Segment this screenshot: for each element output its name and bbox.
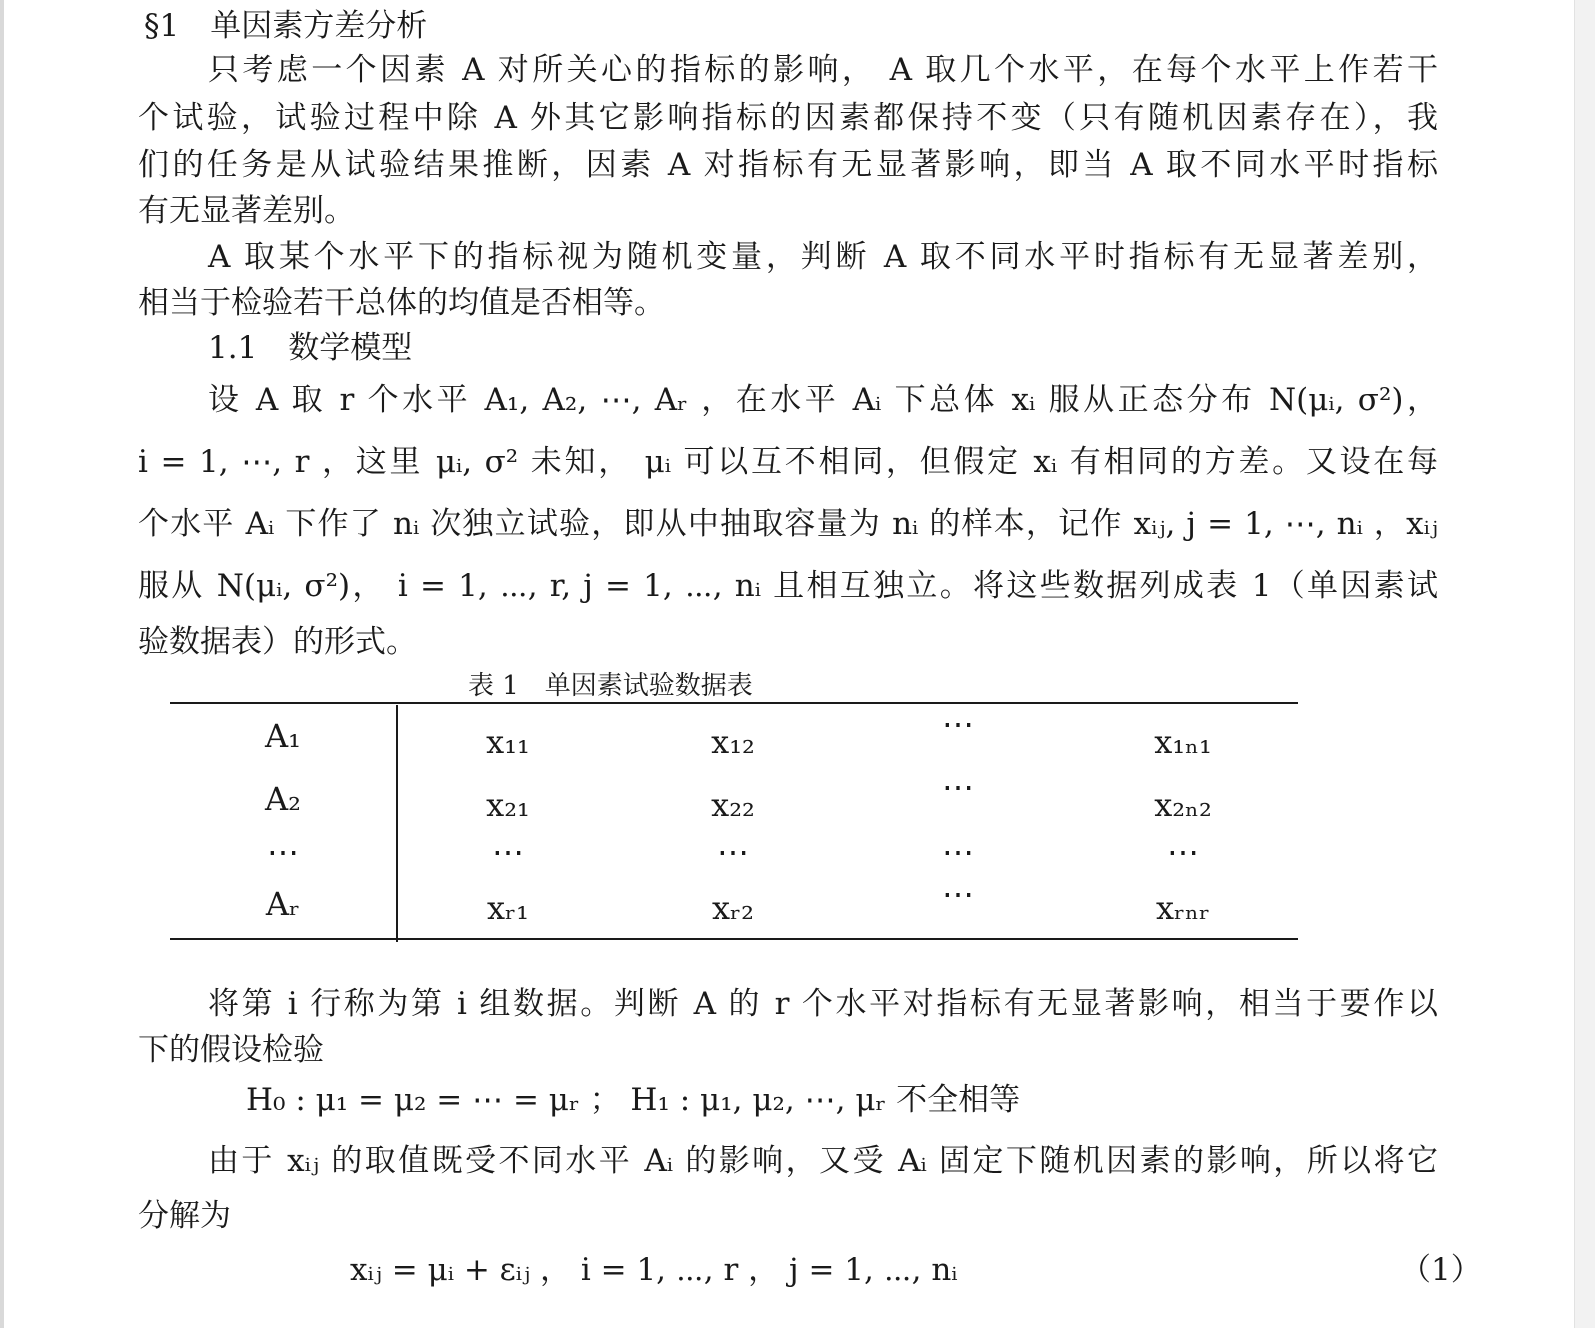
para3-line4: 服从 N(μᵢ, σ²)， i = 1, ⋯, r, j = 1, ⋯, nᵢ 且相互独立。将这些数据列成表 1（单因素试 — [138, 568, 1438, 604]
table-cell: x₂₁ — [486, 786, 530, 824]
table-cell: ⋯ — [942, 705, 974, 743]
para5-line2: 分解为 — [138, 1198, 231, 1234]
table-cell: xᵣₙᵣ — [1155, 889, 1211, 927]
para2-line1: A 取某个水平下的指标视为随机变量，判断 A 取不同水平时指标有无显著差别， — [208, 239, 1438, 275]
equation-number: （1） — [1400, 1252, 1482, 1288]
para3-line3: 个水平 Aᵢ 下作了 nᵢ 次独立试验，即从中抽取容量为 nᵢ 的样本，记作 xᵢⱼ, j = 1, ⋯, nᵢ ，xᵢⱼ — [138, 506, 1438, 542]
section-heading: §1 单因素方差分析 — [144, 8, 428, 44]
table-bottom-rule — [170, 938, 1298, 940]
table-cell: x₁₂ — [711, 723, 755, 761]
table-cell: ⋯ — [942, 875, 974, 913]
para1-line3: 们的任务是从试验结果推断，因素 A 对指标有无显著影响，即当 A 取不同水平时指标 — [138, 147, 1438, 183]
table-caption: 表 1 单因素试验数据表 — [468, 671, 753, 701]
table-cell: A₂ — [265, 780, 301, 818]
para1-line1: 只考虑一个因素 A 对所关心的指标的影响， A 取几个水平，在每个水平上作若干 — [208, 52, 1438, 88]
para2-line2: 相当于检验若干总体的均值是否相等。 — [138, 285, 665, 321]
table-top-rule — [170, 702, 1298, 704]
table-cell: x₁₁ — [486, 723, 530, 761]
table-cell: x₁ₙ₁ — [1154, 723, 1212, 761]
hypothesis: H₀ : μ₁ = μ₂ = ⋯ = μᵣ ； H₁ : μ₁, μ₂, ⋯, μᵣ 不全相等 — [246, 1082, 1021, 1118]
para1-line2: 个试验，试验过程中除 A 外其它影响指标的因素都保持不变（只有随机因素存在），我 — [138, 100, 1438, 136]
table-cell: x₂₂ — [711, 786, 755, 824]
table-cell: ⋯ — [717, 833, 749, 871]
para4-line2: 下的假设检验 — [138, 1032, 324, 1068]
para3-line5: 验数据表）的形式。 — [138, 624, 417, 660]
para3-line2: i = 1, ⋯, r ，这里 μᵢ, σ² 未知， μᵢ 可以互不相同，但假定 xᵢ 有相同的方差。又设在每 — [138, 444, 1439, 480]
table-cell: ⋯ — [492, 833, 524, 871]
para1-line4: 有无显著差别。 — [138, 193, 355, 229]
subsection-heading: 1.1 数学模型 — [208, 330, 413, 366]
page-right-edge — [1574, 0, 1595, 1328]
table-cell: A₁ — [265, 717, 301, 755]
table-cell: ⋯ — [267, 833, 299, 871]
equation: xᵢⱼ = μᵢ + εᵢⱼ ， i = 1, ⋯, r ， j = 1, ⋯, nᵢ — [350, 1252, 958, 1288]
page-left-edge — [0, 0, 4, 1328]
table-cell: ⋯ — [942, 768, 974, 806]
table-cell: xᵣ₂ — [712, 889, 754, 927]
para4-line1: 将第 i 行称为第 i 组数据。判断 A 的 r 个水平对指标有无显著影响，相当于要作以 — [208, 986, 1438, 1022]
table-cell: xᵣ₁ — [487, 889, 529, 927]
table-cell: x₂ₙ₂ — [1154, 786, 1212, 824]
table-cell: ⋯ — [942, 833, 974, 871]
table-cell: ⋯ — [1167, 833, 1199, 871]
table-column-rule — [396, 705, 398, 942]
document-page — [138, 0, 1482, 1328]
table-cell: Aᵣ — [265, 885, 301, 923]
para5-line1: 由于 xᵢⱼ 的取值既受不同水平 Aᵢ 的影响，又受 Aᵢ 固定下随机因素的影响，所以将它 — [208, 1143, 1438, 1179]
para3-line1: 设 A 取 r 个水平 A₁, A₂, ⋯, Aᵣ ，在水平 Aᵢ 下总体 xᵢ 服从正态分布 N(μᵢ, σ²)， — [208, 382, 1438, 418]
